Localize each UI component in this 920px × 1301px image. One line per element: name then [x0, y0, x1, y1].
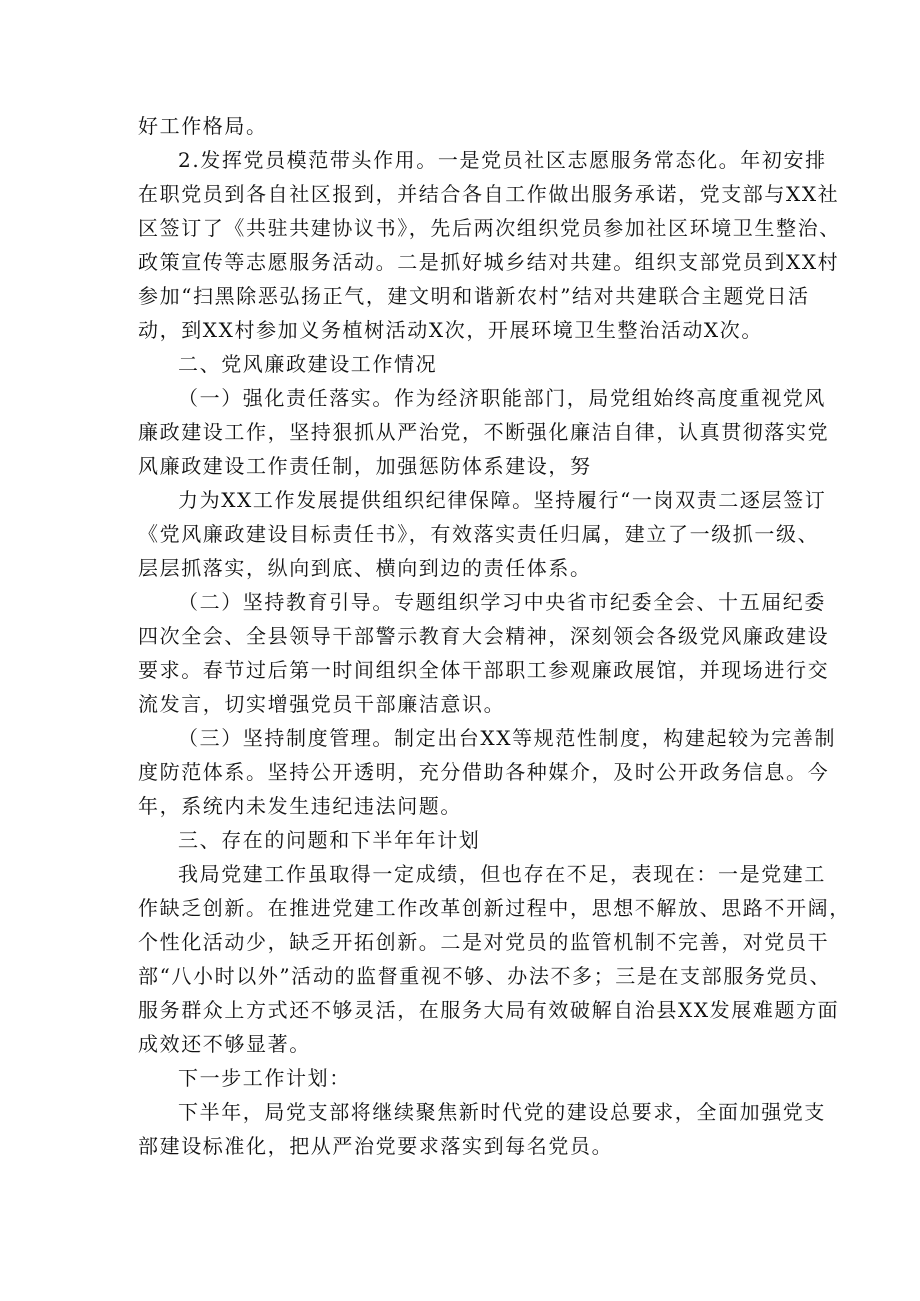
text-line: （二）坚持教育引导。专题组织学习中央省市纪委全会、十五届纪委 — [178, 590, 826, 614]
text-line: 参加“扫黑除恶弘扬正气，建文明和谐新农村”结对共建联合主题党日活 — [138, 284, 810, 308]
text-line: 政策宣传等志愿服务活动。二是抓好城乡结对共建。组织支部党员到XX村 — [138, 250, 840, 274]
text-line: 部“八小时以外”活动的监督重视不够、办法不多；三是在支部服务党员、 — [138, 964, 832, 988]
text-line: 服务群众上方式还不够灵活，在服务大局有效破解自治县XX发展难题方面 — [138, 998, 840, 1022]
text-line: 2.发挥党员模范带头作用。一是党员社区志愿服务常态化。年初安排 — [178, 148, 827, 172]
text-line: 四次全会、全县领导干部警示教育大会精神，深刻领会各级党风廉政建设 — [138, 624, 830, 648]
text-line: 层层抓落实，纵向到底、横向到边的责任体系。 — [138, 556, 592, 580]
text-line: 部建设标准化，把从严治党要求落实到每名党员。 — [138, 1134, 614, 1158]
text-line: 要求。春节过后第一时间组织全体干部职工参观廉政展馆，并现场进行交 — [138, 658, 830, 682]
text-line: 作缺乏创新。在推进党建工作改革创新过程中，思想不解放、思路不开阔， — [138, 896, 851, 920]
text-line: （三）坚持制度管理。制定出台XX等规范性制度，构建起较为完善制 — [178, 726, 837, 750]
text-line: 流发言，切实增强党员干部廉洁意识。 — [138, 692, 506, 716]
text-line: 我局党建工作虽取得一定成绩，但也存在不足，表现在：一是党建工 — [178, 862, 826, 886]
text-line: 风廉政建设工作责任制，加强惩防体系建设，努 — [138, 454, 592, 478]
text-line: 力为XX工作发展提供组织纪律保障。坚持履行“一岗双责二逐层签订 — [178, 488, 827, 512]
text-line: 年，系统内未发生违纪违法问题。 — [138, 794, 462, 818]
section-heading: 三、存在的问题和下半年年计划 — [178, 828, 481, 852]
text-line: （一）强化责任落实。作为经济职能部门，局党组始终高度重视党风 — [178, 386, 826, 410]
section-heading: 二、党风廉政建设工作情况 — [178, 352, 438, 376]
text-line: 下半年，局党支部将继续聚焦新时代党的建设总要求，全面加强党支 — [178, 1100, 826, 1124]
text-line: 下一步工作计划： — [178, 1066, 351, 1090]
text-line: 廉政建设工作，坚持狠抓从严治党，不断强化廉洁自律，认真贯彻落实党 — [138, 420, 830, 444]
text-line: 区签订了《共驻共建协议书》，先后两次组织党员参加社区环境卫生整治、 — [138, 216, 841, 240]
text-line: 《党风廉政建设目标责任书》，有效落实责任归属，建立了一级抓一级、 — [138, 522, 820, 546]
text-line: 度防范体系。坚持公开透明，充分借助各种媒介，及时公开政务信息。今 — [138, 760, 830, 784]
text-line: 动，到XX村参加义务植树活动X次，开展环境卫生整治活动X次。 — [138, 318, 763, 342]
text-line: 成效还不够显著。 — [138, 1032, 311, 1056]
text-line: 个性化活动少，缺乏开拓创新。二是对党员的监管机制不完善，对党员干 — [138, 930, 830, 954]
text-line: 在职党员到各自社区报到，并结合各自工作做出服务承诺，党支部与XX社 — [138, 182, 840, 206]
text-line: 好工作格局。 — [138, 114, 268, 138]
